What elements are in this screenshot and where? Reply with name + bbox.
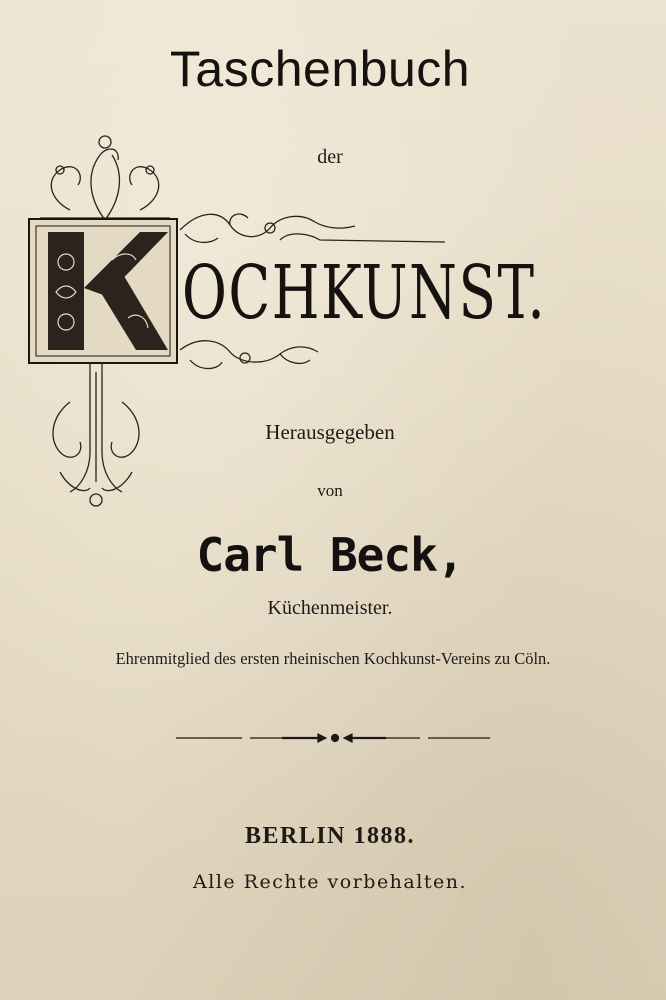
author-honor: Ehrenmitglied des ersten rheinischen Kochkunst-Vereins zu Cöln. xyxy=(115,649,551,668)
ornament-bottom-flourish-icon xyxy=(170,330,330,380)
ornament-pendant-icon xyxy=(40,362,160,510)
edited-by-label: Herausgegeben xyxy=(265,420,395,444)
publication-place-year: BERLIN 1888. xyxy=(244,823,416,849)
main-title: OCHKUNST. xyxy=(182,250,547,336)
article-der: der xyxy=(317,146,343,168)
author-role: Küchenmeister. xyxy=(267,597,393,619)
drop-cap-letter-k xyxy=(28,218,178,364)
book-title: Taschenbuch xyxy=(169,41,471,97)
ornament-top-crest-icon xyxy=(30,130,180,225)
decorative-divider-icon xyxy=(172,728,492,748)
rights-notice: Alle Rechte vorbehalten. xyxy=(193,871,467,893)
by-label: von xyxy=(317,481,343,500)
author-name: Carl Beck, xyxy=(196,528,464,582)
